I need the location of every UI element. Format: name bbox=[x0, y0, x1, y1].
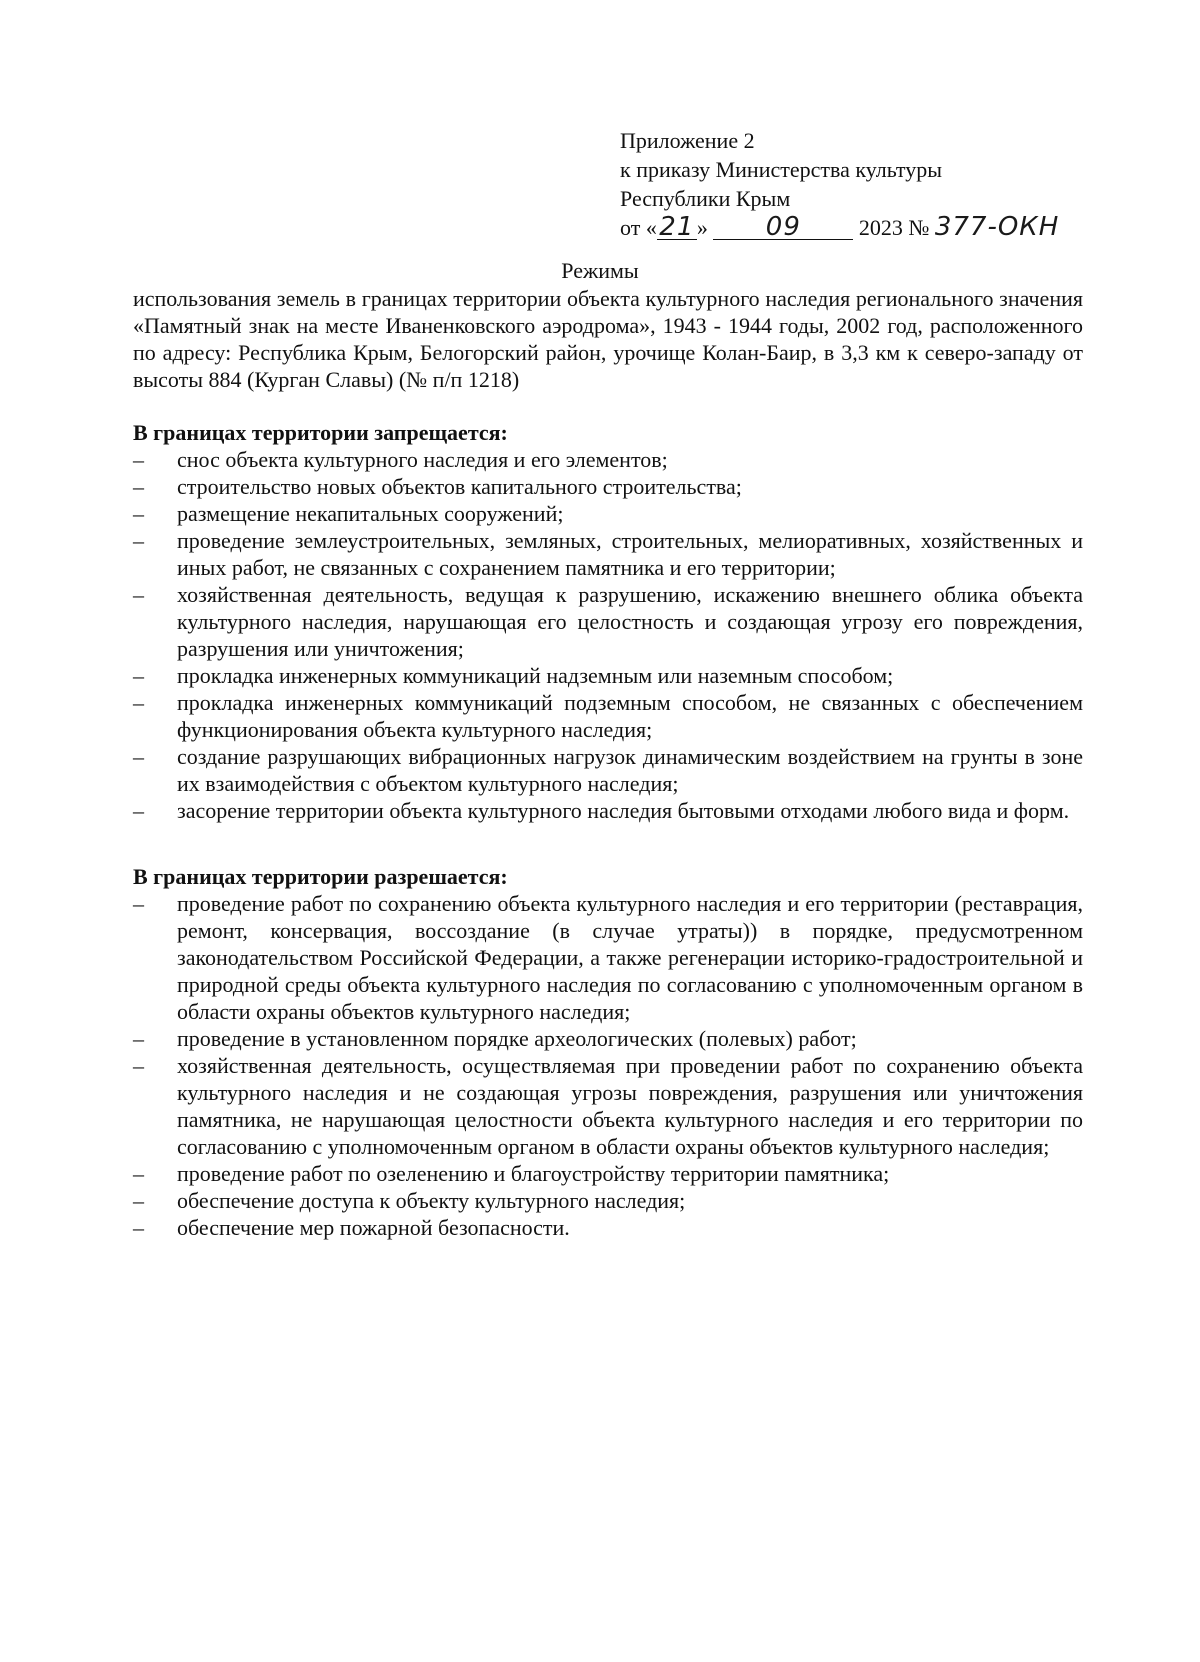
prohibited-item bbox=[133, 797, 1083, 824]
order-date-line bbox=[620, 213, 1080, 242]
prohibited-item-text: размещение некапитальных сооружений; bbox=[177, 501, 564, 526]
permitted-item-text: хозяйственная деятельность, осуществляемая при проведении работ по сохранению объекта культурного наследия и не создающая угрозы повреждения, разрушения или уничтожения памятника, не нарушающая целостности объекта культурного наследия и его территории по согласованию с уполномоченным органом в области охраны объектов культурного наследия; bbox=[177, 1053, 1083, 1159]
list-dash: – bbox=[133, 1026, 144, 1051]
permitted-item-text: проведение в установленном порядке археологических (полевых) работ; bbox=[177, 1026, 857, 1051]
date-mid: » bbox=[696, 215, 708, 240]
prohibited-item bbox=[133, 473, 1083, 500]
prohibited-item bbox=[133, 743, 1083, 797]
prohibited-item-text: засорение территории объекта культурного наследия бытовыми отходами любого вида и форм. bbox=[177, 798, 1070, 823]
permitted-item bbox=[133, 1187, 1083, 1214]
prohibited-item-text: строительство новых объектов капитального строительства; bbox=[177, 474, 742, 499]
order-day: 21 bbox=[657, 215, 697, 240]
permitted-heading: В границах территории разрешается: bbox=[133, 864, 508, 889]
list-dash: – bbox=[133, 798, 144, 823]
prohibited-item-text: прокладка инженерных коммуникаций надземным или наземным способом; bbox=[177, 663, 894, 688]
permitted-item bbox=[133, 1052, 1083, 1160]
prohibited-item bbox=[133, 446, 1083, 473]
order-number: 377-ОКН bbox=[934, 212, 1060, 242]
list-dash: – bbox=[133, 690, 144, 715]
list-dash: – bbox=[133, 474, 144, 499]
appendix-reference bbox=[620, 126, 1080, 242]
appendix-line-2: к приказу Министерства культуры bbox=[620, 157, 943, 182]
list-dash: – bbox=[133, 1215, 144, 1240]
document-subtitle: использования земель в границах территории объекта культурного наследия регионального значения «Памятный знак на месте Иваненковского аэродрома», 1943 - 1944 годы, 2002 год, расположенного по адресу: Республика Крым, Белогорский район, урочище Колан-Баир, в 3,3 км к северо-западу от высоты 884 (Курган Славы) (№ п/п 1218) bbox=[133, 286, 1083, 392]
prohibited-item-text: снос объекта культурного наследия и его элементов; bbox=[177, 447, 668, 472]
permitted-item-text: обеспечение доступа к объекту культурного наследия; bbox=[177, 1188, 686, 1213]
permitted-list bbox=[133, 890, 1083, 1241]
list-dash: – bbox=[133, 447, 144, 472]
list-dash: – bbox=[133, 1188, 144, 1213]
list-dash: – bbox=[133, 582, 144, 607]
appendix-line-3: Республики Крым bbox=[620, 186, 791, 211]
prohibited-item bbox=[133, 500, 1083, 527]
list-dash: – bbox=[133, 891, 144, 916]
list-dash: – bbox=[133, 501, 144, 526]
permitted-item bbox=[133, 890, 1083, 1025]
prohibited-heading: В границах территории запрещается: bbox=[133, 420, 508, 445]
list-dash: – bbox=[133, 663, 144, 688]
prohibited-item-text: создание разрушающих вибрационных нагрузок динамическим воздействием на грунты в зоне их взаимодействия с объектом культурного наследия; bbox=[177, 744, 1083, 796]
prohibited-list bbox=[133, 446, 1083, 824]
permitted-item-text: проведение работ по сохранению объекта культурного наследия и его территории (реставрация, ремонт, консервация, воссоздание (в случае утраты)) в порядке, предусмотренном законодательством Российской Федерации, а также регенерации историко-градостроительной и природной среды объекта культурного наследия по согласованию с уполномоченным органом в области охраны объектов культурного наследия; bbox=[177, 891, 1083, 1024]
list-dash: – bbox=[133, 1161, 144, 1186]
prohibited-item bbox=[133, 662, 1083, 689]
date-prefix: от « bbox=[620, 215, 657, 240]
prohibited-item-text: хозяйственная деятельность, ведущая к разрушению, искажению внешнего облика объекта культурного наследия, нарушающая его целостность и создающая угрозу его повреждения, разрушения или уничтожения; bbox=[177, 582, 1083, 661]
prohibited-item bbox=[133, 689, 1083, 743]
permitted-item bbox=[133, 1214, 1083, 1241]
permitted-item-text: обеспечение мер пожарной безопасности. bbox=[177, 1215, 570, 1240]
prohibited-item-text: проведение землеустроительных, земляных, строительных, мелиоративных, хозяйственных и иных работ, не связанных с сохранением памятника и его территории; bbox=[177, 528, 1083, 580]
prohibited-item bbox=[133, 527, 1083, 581]
list-dash: – bbox=[133, 744, 144, 769]
order-month: 09 bbox=[713, 215, 853, 240]
list-dash: – bbox=[133, 1053, 144, 1078]
permitted-item-text: проведение работ по озеленению и благоустройству территории памятника; bbox=[177, 1161, 890, 1186]
order-year: 2023 № bbox=[858, 215, 930, 240]
permitted-item bbox=[133, 1160, 1083, 1187]
list-dash: – bbox=[133, 528, 144, 553]
prohibited-item bbox=[133, 581, 1083, 662]
appendix-line-1: Приложение 2 bbox=[620, 128, 755, 153]
prohibited-item-text: прокладка инженерных коммуникаций подземным способом, не связанных с обеспечением функционирования объекта культурного наследия; bbox=[177, 690, 1083, 742]
permitted-item bbox=[133, 1025, 1083, 1052]
document-title: Режимы bbox=[561, 258, 639, 283]
